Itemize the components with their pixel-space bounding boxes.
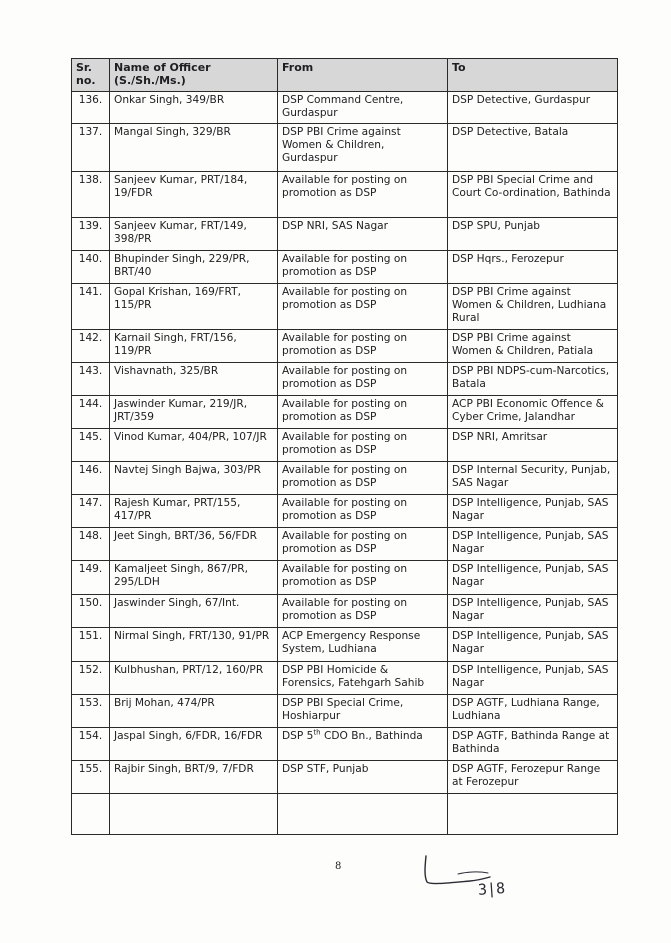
row-to: DSP PBI Crime against Women & Children, Patiala (448, 330, 618, 363)
row-from: DSP PBI Special Crime, Hoshiarpur (278, 695, 448, 728)
row-from: ACP Emergency Response System, Ludhiana (278, 628, 448, 662)
row-sr-no: 144. (72, 396, 110, 429)
row-sr-no: 152. (72, 662, 110, 695)
row-to: DSP Intelligence, Punjab, SAS Nagar (448, 528, 618, 561)
row-to: DSP Detective, Gurdaspur (448, 92, 618, 124)
table-row (72, 172, 618, 218)
row-sr-no: 153. (72, 695, 110, 728)
header-sr-no: Sr. no. (72, 59, 110, 92)
header-to: To (448, 59, 618, 92)
signature-date: 3|8 (477, 879, 506, 899)
row-from: Available for posting on promotion as DSP (278, 429, 448, 462)
row-from: DSP PBI Homicide & Forensics, Fatehgarh Sahib (278, 662, 448, 695)
row-from: Available for posting on promotion as DSP (278, 330, 448, 363)
row-officer-name: Sanjeev Kumar, FRT/149, 398/PR (110, 218, 278, 251)
table-row (72, 429, 618, 462)
row-officer-name: Jeet Singh, BRT/36, 56/FDR (110, 528, 278, 561)
row-sr-no: 141. (72, 284, 110, 330)
row-to: DSP PBI Special Crime and Court Co-ordination, Bathinda (448, 172, 618, 218)
table-row (72, 662, 618, 695)
row-to: DSP NRI, Amritsar (448, 429, 618, 462)
table-row (72, 330, 618, 363)
row-sr-no: 154. (72, 728, 110, 761)
row-sr-no: 136. (72, 92, 110, 124)
row-officer-name: Sanjeev Kumar, PRT/184, 19/FDR (110, 172, 278, 218)
table-row (72, 728, 618, 761)
row-officer-name: Bhupinder Singh, 229/PR, BRT/40 (110, 251, 278, 284)
page-number: 8 (335, 861, 342, 872)
row-officer-name: Onkar Singh, 349/BR (110, 92, 278, 124)
row-from: DSP PBI Crime against Women & Children, Gurdaspur (278, 124, 448, 172)
row-sr-no: 137. (72, 124, 110, 172)
row-to: DSP Intelligence, Punjab, SAS Nagar (448, 595, 618, 628)
table-row (72, 595, 618, 628)
from-superscript: th (313, 728, 321, 737)
row-from: Available for posting on promotion as DSP (278, 396, 448, 429)
row-sr-no: 142. (72, 330, 110, 363)
row-to: DSP Hqrs., Ferozepur (448, 251, 618, 284)
empty-cell (110, 794, 278, 835)
row-officer-name: Nirmal Singh, FRT/130, 91/PR (110, 628, 278, 662)
row-to: DSP Detective, Batala (448, 124, 618, 172)
from-suffix: CDO Bn., Bathinda (320, 730, 423, 742)
row-sr-no: 149. (72, 561, 110, 595)
row-officer-name: Kamaljeet Singh, 867/PR, 295/LDH (110, 561, 278, 595)
header-from: From (278, 59, 448, 92)
row-officer-name: Rajesh Kumar, PRT/155, 417/PR (110, 495, 278, 528)
empty-cell (72, 794, 110, 835)
row-officer-name: Vinod Kumar, 404/PR, 107/JR (110, 429, 278, 462)
row-from (278, 728, 448, 761)
row-officer-name: Rajbir Singh, BRT/9, 7/FDR (110, 761, 278, 794)
table-row (72, 462, 618, 495)
row-from: Available for posting on promotion as DSP (278, 595, 448, 628)
row-officer-name: Mangal Singh, 329/BR (110, 124, 278, 172)
table-header-row (72, 59, 618, 92)
from-prefix: DSP 5 (282, 730, 314, 742)
row-to: DSP Internal Security, Punjab, SAS Nagar (448, 462, 618, 495)
row-from: DSP NRI, SAS Nagar (278, 218, 448, 251)
table-row-empty (72, 794, 618, 835)
row-from: Available for posting on promotion as DSP (278, 284, 448, 330)
row-sr-no: 143. (72, 363, 110, 396)
row-from: Available for posting on promotion as DSP (278, 495, 448, 528)
row-sr-no: 145. (72, 429, 110, 462)
row-officer-name: Jaswinder Singh, 67/Int. (110, 595, 278, 628)
row-to: DSP Intelligence, Punjab, SAS Nagar (448, 495, 618, 528)
row-to: ACP PBI Economic Offence & Cyber Crime, Jalandhar (448, 396, 618, 429)
row-sr-no: 139. (72, 218, 110, 251)
row-to: DSP AGTF, Ludhiana Range, Ludhiana (448, 695, 618, 728)
row-from: Available for posting on promotion as DSP (278, 172, 448, 218)
table-row (72, 495, 618, 528)
table-row (72, 761, 618, 794)
row-sr-no: 140. (72, 251, 110, 284)
row-sr-no: 146. (72, 462, 110, 495)
table-row (72, 92, 618, 124)
row-sr-no: 155. (72, 761, 110, 794)
row-officer-name: Navtej Singh Bajwa, 303/PR (110, 462, 278, 495)
row-to: DSP Intelligence, Punjab, SAS Nagar (448, 561, 618, 595)
row-to: DSP SPU, Punjab (448, 218, 618, 251)
row-officer-name: Gopal Krishan, 169/FRT, 115/PR (110, 284, 278, 330)
table-row (72, 396, 618, 429)
row-to: DSP PBI NDPS-cum-Narcotics, Batala (448, 363, 618, 396)
row-to: DSP PBI Crime against Women & Children, Ludhiana Rural (448, 284, 618, 330)
header-officer-name: Name of Officer (S./Sh./Ms.) (110, 59, 278, 92)
row-from: Available for posting on promotion as DSP (278, 561, 448, 595)
row-from: Available for posting on promotion as DSP (278, 363, 448, 396)
table-row (72, 561, 618, 595)
empty-cell (278, 794, 448, 835)
row-sr-no: 148. (72, 528, 110, 561)
row-sr-no: 147. (72, 495, 110, 528)
row-from: DSP STF, Punjab (278, 761, 448, 794)
transfer-table (71, 58, 618, 835)
row-officer-name: Jaswinder Kumar, 219/JR, JRT/359 (110, 396, 278, 429)
row-officer-name: Kulbhushan, PRT/12, 160/PR (110, 662, 278, 695)
row-to: DSP AGTF, Bathinda Range at Bathinda (448, 728, 618, 761)
table-row (72, 218, 618, 251)
row-to: DSP Intelligence, Punjab, SAS Nagar (448, 662, 618, 695)
row-from: DSP Command Centre, Gurdaspur (278, 92, 448, 124)
row-officer-name: Vishavnath, 325/BR (110, 363, 278, 396)
row-from: Available for posting on promotion as DSP (278, 462, 448, 495)
row-from: Available for posting on promotion as DSP (278, 251, 448, 284)
row-from: Available for posting on promotion as DSP (278, 528, 448, 561)
row-sr-no: 138. (72, 172, 110, 218)
table-row (72, 695, 618, 728)
table-row (72, 628, 618, 662)
row-to: DSP AGTF, Ferozepur Range at Ferozepur (448, 761, 618, 794)
table-row (72, 251, 618, 284)
row-sr-no: 150. (72, 595, 110, 628)
row-officer-name: Karnail Singh, FRT/156, 119/PR (110, 330, 278, 363)
row-to: DSP Intelligence, Punjab, SAS Nagar (448, 628, 618, 662)
table-row (72, 284, 618, 330)
table-row (72, 124, 618, 172)
row-officer-name: Jaspal Singh, 6/FDR, 16/FDR (110, 728, 278, 761)
table-row (72, 363, 618, 396)
row-sr-no: 151. (72, 628, 110, 662)
table-row (72, 528, 618, 561)
row-officer-name: Brij Mohan, 474/PR (110, 695, 278, 728)
empty-cell (448, 794, 618, 835)
